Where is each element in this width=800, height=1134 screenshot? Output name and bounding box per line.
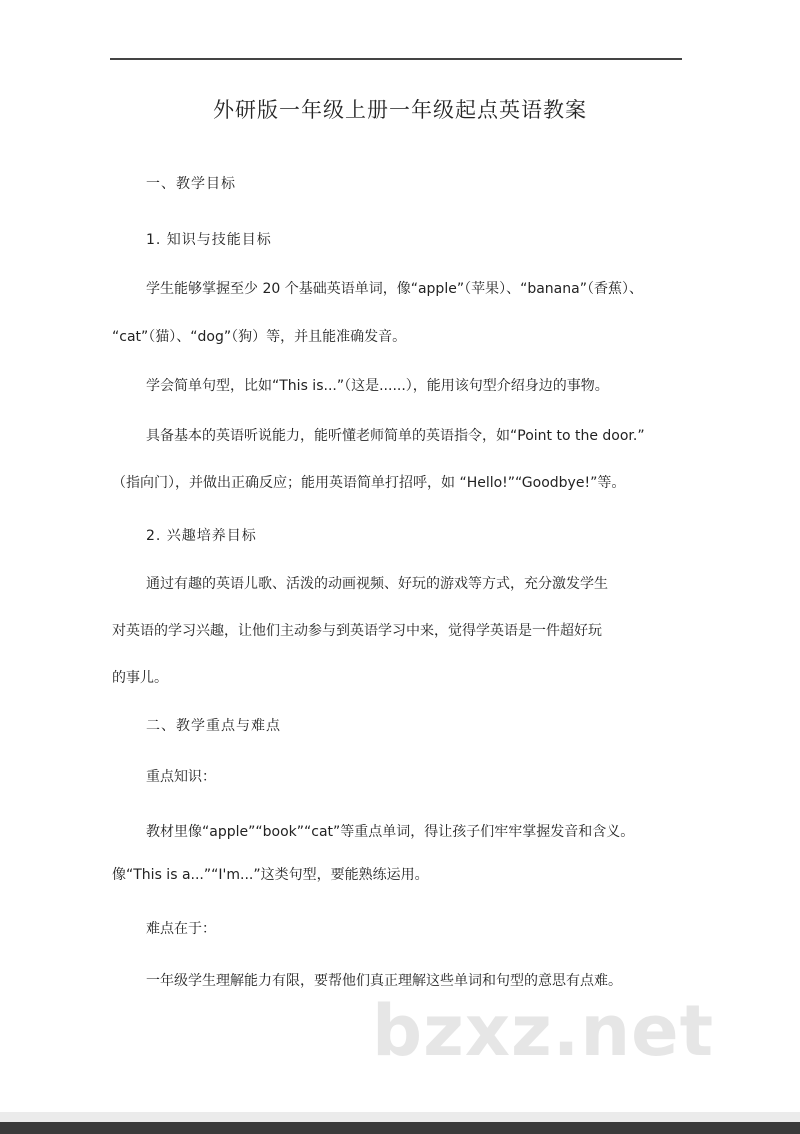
paragraph-line: 学会简单句型，比如“This is...”（这是......），能用该句型介绍身边的事物。 (146, 378, 609, 394)
subsection-1-heading: 1. 知识与技能目标 (146, 232, 272, 248)
paragraph-line: 通过有趣的英语儿歌、活泼的动画视频、好玩的游戏等方式，充分激发学生 (146, 576, 608, 592)
paragraph-line: “cat”（猫）、“dog”（狗）等，并且能准确发音。 (112, 329, 407, 345)
paragraph-line: 像“This is a...”“I'm...”这类句型，要能熟练运用。 (112, 867, 429, 883)
page-bottom-edge (0, 1122, 800, 1134)
paragraph-line: 对英语的学习兴趣，让他们主动参与到英语学习中来，觉得学英语是一件超好玩 (112, 623, 602, 639)
paragraph-line: （指向门），并做出正确反应；能用英语简单打招呼，如 “Hello!”“Goodbye!”等。 (112, 475, 626, 491)
key-points-label: 重点知识： (146, 769, 216, 785)
page-bottom-bar (0, 1112, 800, 1122)
difficulty-label: 难点在于： (146, 921, 216, 937)
watermark: bzxz.net (372, 990, 715, 1072)
subsection-2-heading: 2. 兴趣培养目标 (146, 528, 257, 544)
paragraph-line: 学生能够掌握至少 20 个基础英语单词，像“apple”（苹果）、“banana”（香蕉）、 (146, 281, 643, 297)
paragraph-line: 一年级学生理解能力有限，要帮他们真正理解这些单词和句型的意思有点难。 (146, 973, 622, 989)
paragraph-line: 具备基本的英语听说能力，能听懂老师简单的英语指令，如“Point to the door.” (146, 428, 645, 444)
paragraph-line: 的事儿。 (112, 670, 168, 686)
paragraph-line: 教材里像“apple”“book”“cat”等重点单词，得让孩子们牢牢掌握发音和含义。 (146, 824, 635, 840)
section-1-heading: 一、教学目标 (146, 176, 236, 192)
section-2-heading: 二、教学重点与难点 (146, 718, 281, 734)
document-title: 外研版一年级上册一年级起点英语教案 (213, 98, 587, 122)
header-rule (110, 58, 682, 60)
